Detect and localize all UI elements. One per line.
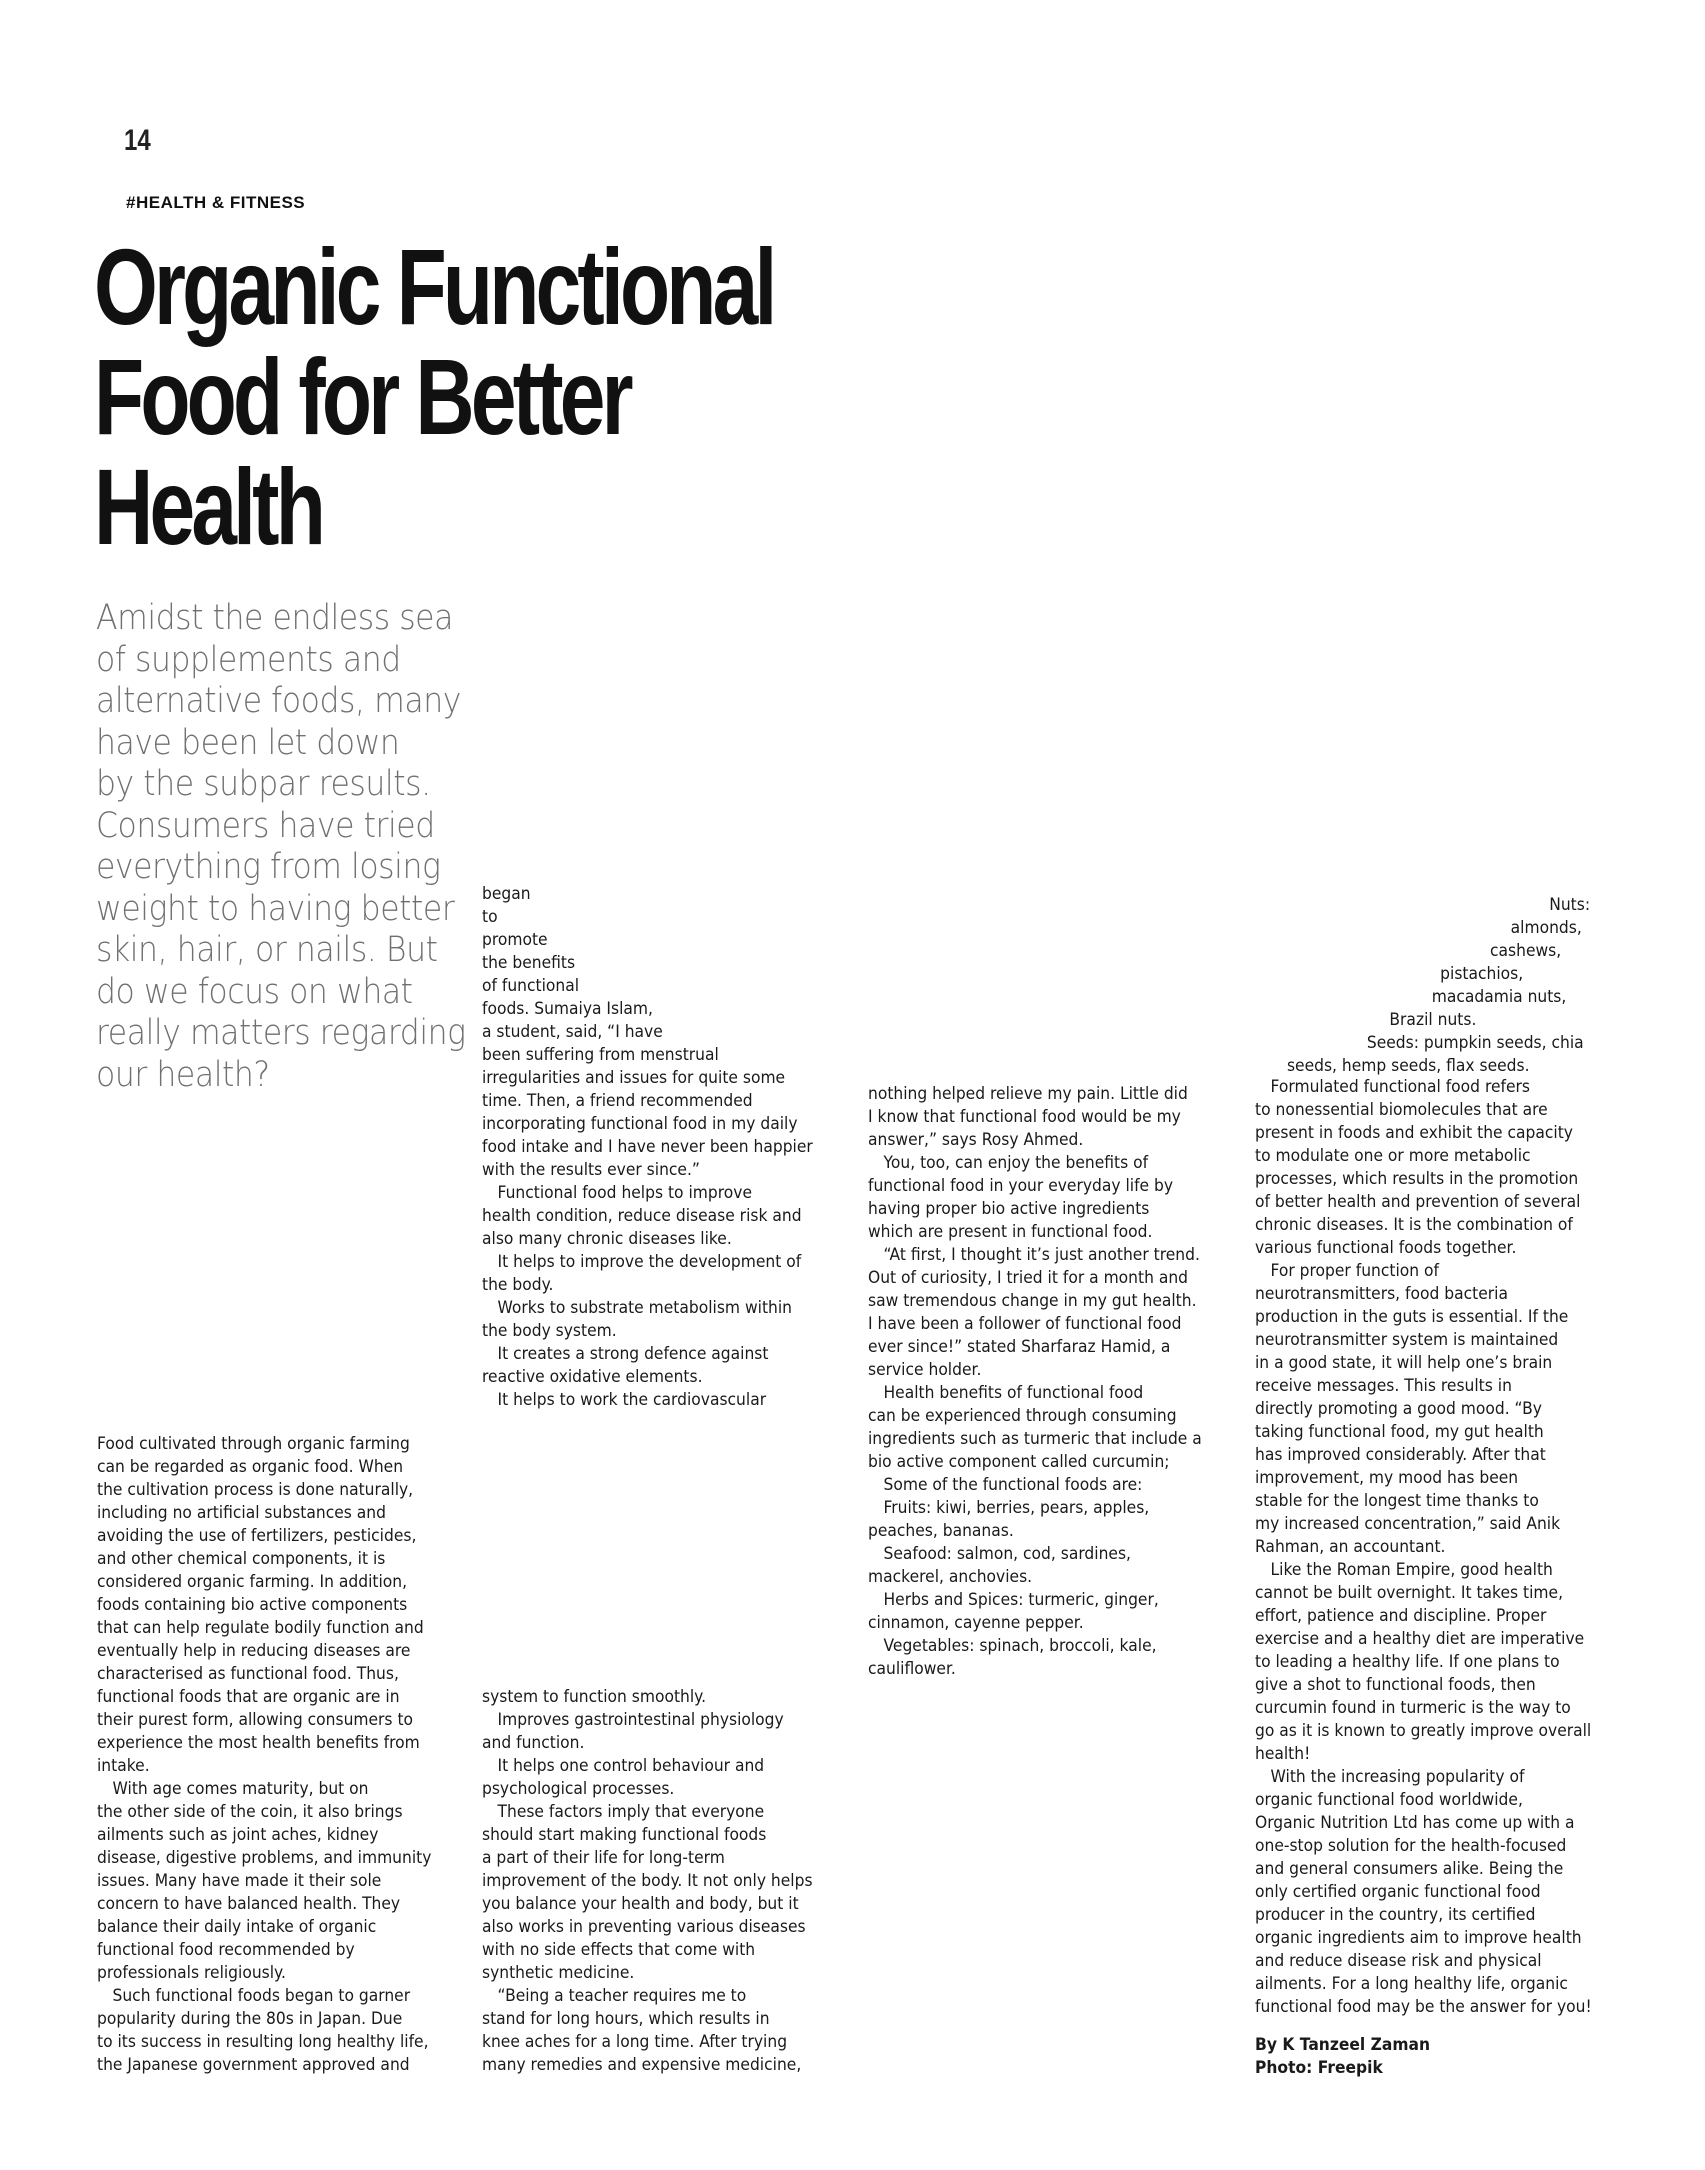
text-line: “At first, I thought it’s just another trend. xyxy=(868,1245,1200,1264)
text-line: bio active component called curcumin; xyxy=(868,1452,1170,1471)
text-line: synthetic medicine. xyxy=(482,1963,635,1982)
text-line: reactive oxidative elements. xyxy=(482,1367,703,1386)
text-line: It creates a strong defence against xyxy=(482,1344,769,1363)
page-number: 14 xyxy=(124,124,151,157)
text-line: directly promoting a good mood. “By xyxy=(1255,1399,1542,1418)
text-line: Seafood: salmon, cod, sardines, xyxy=(868,1544,1131,1563)
text-line: improvement, my mood has been xyxy=(1255,1468,1519,1487)
text-line: Out of curiosity, I tried it for a month and xyxy=(868,1268,1189,1287)
text-line: functional foods that are organic are in xyxy=(97,1687,400,1706)
headline-line: Food for Better xyxy=(94,336,630,457)
article-column-2-top xyxy=(482,882,842,1411)
text-line: my increased concentration,” said Anik xyxy=(1255,1514,1561,1533)
text-line: characterised as functional food. Thus, xyxy=(97,1664,399,1683)
text-line: Improves gastrointestinal physiology xyxy=(482,1710,784,1729)
section-tag: #HEALTH & FITNESS xyxy=(126,193,306,212)
text-line: Herbs and Spices: turmeric, ginger, xyxy=(868,1590,1159,1609)
text-line: irregularities and issues for quite some xyxy=(482,1068,786,1087)
text-line: the cultivation process is done naturally, xyxy=(97,1480,414,1499)
text-line: to xyxy=(482,907,498,926)
text-line: seeds, hemp seeds, flax seeds. xyxy=(1286,1056,1530,1075)
text-line: effort, patience and discipline. Proper xyxy=(1255,1606,1547,1625)
text-line: should start making functional foods xyxy=(482,1825,767,1844)
text-line: everything from losing xyxy=(96,847,441,887)
text-line: eventually help in reducing diseases are xyxy=(97,1641,411,1660)
text-line: curcumin found in turmeric is the way to xyxy=(1255,1698,1571,1717)
text-line: system to function smoothly. xyxy=(482,1687,707,1706)
text-line: of better health and prevention of several xyxy=(1255,1192,1581,1211)
text-line: saw tremendous change in my gut health. xyxy=(868,1291,1197,1310)
text-line: can be experienced through consuming xyxy=(868,1406,1177,1425)
headline xyxy=(94,226,854,567)
text-line: their purest form, allowing consumers to xyxy=(97,1710,414,1729)
text-line: knee aches for a long time. After trying xyxy=(482,2032,788,2051)
lede xyxy=(96,598,466,1096)
text-line: It helps to work the cardiovascular xyxy=(482,1390,767,1409)
text-line: Functional food helps to improve xyxy=(482,1183,753,1202)
article-column-4 xyxy=(1255,1075,1615,2018)
text-line: ailments. For a long healthy life, organic xyxy=(1255,1974,1568,1993)
text-line: receive messages. This results in xyxy=(1255,1376,1512,1395)
text-line: Like the Roman Empire, good health xyxy=(1255,1560,1553,1579)
text-line: to its success in resulting long healthy life, xyxy=(97,2032,429,2051)
text-line: disease, digestive problems, and immunity xyxy=(97,1848,432,1867)
text-line: organic functional food worldwide, xyxy=(1255,1790,1523,1809)
text-line: producer in the country, its certified xyxy=(1255,1905,1536,1924)
text-line: having proper bio active ingredients xyxy=(868,1199,1150,1218)
text-line: I have been a follower of functional food xyxy=(868,1314,1182,1333)
text-line: With age comes maturity, but on xyxy=(97,1779,369,1798)
text-line: the body. xyxy=(482,1275,554,1294)
text-line: present in foods and exhibit the capacity xyxy=(1255,1123,1573,1142)
text-line: of supplements and xyxy=(96,639,401,680)
text-line: to modulate one or more metabolic xyxy=(1255,1146,1531,1165)
text-line: answer,” says Rosy Ahmed. xyxy=(868,1130,1084,1149)
text-line: and reduce disease risk and physical xyxy=(1255,1951,1542,1970)
text-line: stable for the longest time thanks to xyxy=(1255,1491,1539,1510)
text-line: do we focus on what xyxy=(96,971,413,1012)
text-line: issues. Many have made it their sole xyxy=(97,1871,382,1890)
text-line: taking functional food, my gut health xyxy=(1255,1422,1544,1441)
text-line: balance their daily intake of organic xyxy=(97,1917,377,1936)
text-line: one-stop solution for the health-focused xyxy=(1255,1836,1567,1855)
text-line: and other chemical components, it is xyxy=(97,1549,386,1568)
text-line: our health? xyxy=(96,1054,270,1095)
text-line: For proper function of xyxy=(1255,1261,1439,1280)
text-line: you balance your health and body, but it xyxy=(482,1894,799,1913)
text-line: “Being a teacher requires me to xyxy=(482,1986,747,2005)
text-line: experience the most health benefits from xyxy=(97,1733,420,1752)
text-line: been suffering from menstrual xyxy=(482,1045,719,1064)
text-line: You, too, can enjoy the benefits of xyxy=(868,1153,1149,1172)
text-line: alternative foods, many xyxy=(96,681,461,721)
text-line: has improved considerably. After that xyxy=(1255,1445,1546,1464)
text-line: Organic Nutrition Ltd has come up with a xyxy=(1255,1813,1575,1832)
text-line: Brazil nuts. xyxy=(1389,1010,1477,1029)
text-line: concern to have balanced health. They xyxy=(97,1894,401,1913)
text-line: improvement of the body. It not only helps xyxy=(482,1871,813,1890)
text-line: Food cultivated through organic farming xyxy=(97,1434,410,1453)
text-line: many remedies and expensive medicine, xyxy=(482,2055,802,2074)
text-line: Some of the functional foods are: xyxy=(868,1475,1143,1494)
text-line: by the subpar results. xyxy=(96,764,431,804)
text-line: peaches, bananas. xyxy=(868,1521,1014,1540)
text-line: These factors imply that everyone xyxy=(482,1802,765,1821)
text-line: almonds, xyxy=(1510,918,1582,937)
text-line: cannot be built overnight. It takes time, xyxy=(1255,1583,1564,1602)
text-line: Rahman, an accountant. xyxy=(1255,1537,1446,1556)
text-line: organic ingredients aim to improve health xyxy=(1255,1928,1582,1947)
text-line: It helps one control behaviour and xyxy=(482,1756,765,1775)
text-line: Works to substrate metabolism within xyxy=(482,1298,793,1317)
text-line: including no artificial substances and xyxy=(97,1503,386,1522)
text-line: functional food recommended by xyxy=(97,1940,355,1959)
text-line: food intake and I have never been happier xyxy=(482,1137,813,1156)
text-line: Seeds: pumpkin seeds, chia xyxy=(1366,1033,1584,1052)
text-line: nothing helped relieve my pain. Little did xyxy=(868,1084,1188,1103)
text-line: Fruits: kiwi, berries, pears, apples, xyxy=(868,1498,1150,1517)
text-line: popularity during the 80s in Japan. Due xyxy=(97,2009,403,2028)
text-line: the body system. xyxy=(482,1321,617,1340)
text-line: promote xyxy=(482,930,548,949)
article-column-2-bottom xyxy=(482,1685,842,2076)
text-line: health! xyxy=(1255,1744,1311,1763)
text-line: With the increasing popularity of xyxy=(1255,1767,1525,1786)
text-line: a part of their life for long-term xyxy=(482,1848,725,1867)
text-line: began xyxy=(482,884,531,903)
text-line: cinnamon, cayenne pepper. xyxy=(868,1613,1084,1632)
text-line: processes, which results in the promotion xyxy=(1255,1169,1579,1188)
headline-line: Organic Functional xyxy=(94,226,774,347)
text-line: Vegetables: spinach, broccoli, kale, xyxy=(868,1636,1157,1655)
text-line: neurotransmitters, food bacteria xyxy=(1255,1284,1508,1303)
text-line: neurotransmitter system is maintained xyxy=(1255,1330,1559,1349)
text-line: time. Then, a friend recommended xyxy=(482,1091,753,1110)
text-line: avoiding the use of fertilizers, pesticides, xyxy=(97,1526,417,1545)
text-line: health condition, reduce disease risk and xyxy=(482,1206,802,1225)
text-line: professionals religiously. xyxy=(97,1963,286,1982)
text-line: Formulated functional food refers xyxy=(1255,1077,1530,1096)
text-line: I know that functional food would be my xyxy=(868,1107,1181,1126)
text-line: the benefits xyxy=(482,953,576,972)
text-line: also many chronic diseases like. xyxy=(482,1229,732,1248)
text-line: pistachios, xyxy=(1440,964,1524,983)
byline: By K Tanzeel Zaman xyxy=(1255,2035,1431,2054)
text-line: functional food in your everyday life by xyxy=(868,1176,1174,1195)
text-line: with no side effects that come with xyxy=(482,1940,756,1959)
text-line: that can help regulate bodily function and xyxy=(97,1618,424,1637)
article-column-4-list xyxy=(1255,893,1605,1077)
text-line: macadamia nuts, xyxy=(1431,987,1567,1006)
text-line: exercise and a healthy diet are imperative xyxy=(1255,1629,1585,1648)
text-line: foods containing bio active components xyxy=(97,1595,408,1614)
text-line: a student, said, “I have xyxy=(482,1022,663,1041)
text-line: and function. xyxy=(482,1733,585,1752)
text-line: Health benefits of functional food xyxy=(868,1383,1144,1402)
text-line: can be regarded as organic food. When xyxy=(97,1457,404,1476)
text-line: various functional foods together. xyxy=(1255,1238,1517,1257)
text-line: cauliflower. xyxy=(868,1659,956,1678)
text-line: Such functional foods began to garner xyxy=(97,1986,411,2005)
text-line: the Japanese government approved and xyxy=(97,2055,410,2074)
text-line: to leading a healthy life. If one plans to xyxy=(1255,1652,1560,1671)
text-line: incorporating functional food in my daily xyxy=(482,1114,798,1133)
text-line: ingredients such as turmeric that include a xyxy=(868,1429,1202,1448)
article-column-3 xyxy=(868,1082,1228,1680)
text-line: have been let down xyxy=(96,722,400,763)
text-line: ailments such as joint aches, kidney xyxy=(97,1825,379,1844)
text-line: intake. xyxy=(97,1756,150,1775)
article-column-1 xyxy=(97,1432,457,2076)
text-line: functional food may be the answer for you! xyxy=(1255,1997,1592,2016)
text-line: to nonessential biomolecules that are xyxy=(1255,1100,1548,1119)
text-line: give a shot to functional foods, then xyxy=(1255,1675,1536,1694)
text-line: psychological processes. xyxy=(482,1779,675,1798)
text-line: only certified organic functional food xyxy=(1255,1882,1541,1901)
photo-credit: Photo: Freepik xyxy=(1255,2058,1383,2077)
text-line: weight to having better xyxy=(96,888,455,929)
text-line: foods. Sumaiya Islam, xyxy=(482,999,653,1018)
text-line: really matters regarding xyxy=(96,1013,466,1053)
text-line: and general consumers alike. Being the xyxy=(1255,1859,1564,1878)
text-line: Nuts: xyxy=(1549,895,1591,914)
text-line: service holder. xyxy=(868,1360,982,1379)
text-line: stand for long hours, which results in xyxy=(482,2009,770,2028)
text-line: cashews, xyxy=(1490,941,1562,960)
text-line: go as it is known to greatly improve overall xyxy=(1255,1721,1592,1740)
headline-line: Health xyxy=(94,446,323,567)
text-line: the other side of the coin, it also brings xyxy=(97,1802,403,1821)
text-line: skin, hair, or nails. But xyxy=(96,930,438,970)
text-line: with the results ever since.” xyxy=(482,1160,700,1179)
text-line: chronic diseases. It is the combination of xyxy=(1255,1215,1573,1234)
text-line: It helps to improve the development of xyxy=(482,1252,802,1271)
text-line: Consumers have tried xyxy=(96,805,435,846)
text-line: of functional xyxy=(482,976,580,995)
text-line: considered organic farming. In addition, xyxy=(97,1572,408,1591)
text-line: which are present in functional food. xyxy=(868,1222,1153,1241)
text-line: mackerel, anchovies. xyxy=(868,1567,1033,1586)
text-line: Amidst the endless sea xyxy=(96,598,453,638)
text-line: also works in preventing various diseases xyxy=(482,1917,806,1936)
text-line: production in the guts is essential. If the xyxy=(1255,1307,1569,1326)
text-line: in a good state, it will help one’s brain xyxy=(1255,1353,1553,1372)
text-line: ever since!” stated Sharfaraz Hamid, a xyxy=(868,1337,1171,1356)
